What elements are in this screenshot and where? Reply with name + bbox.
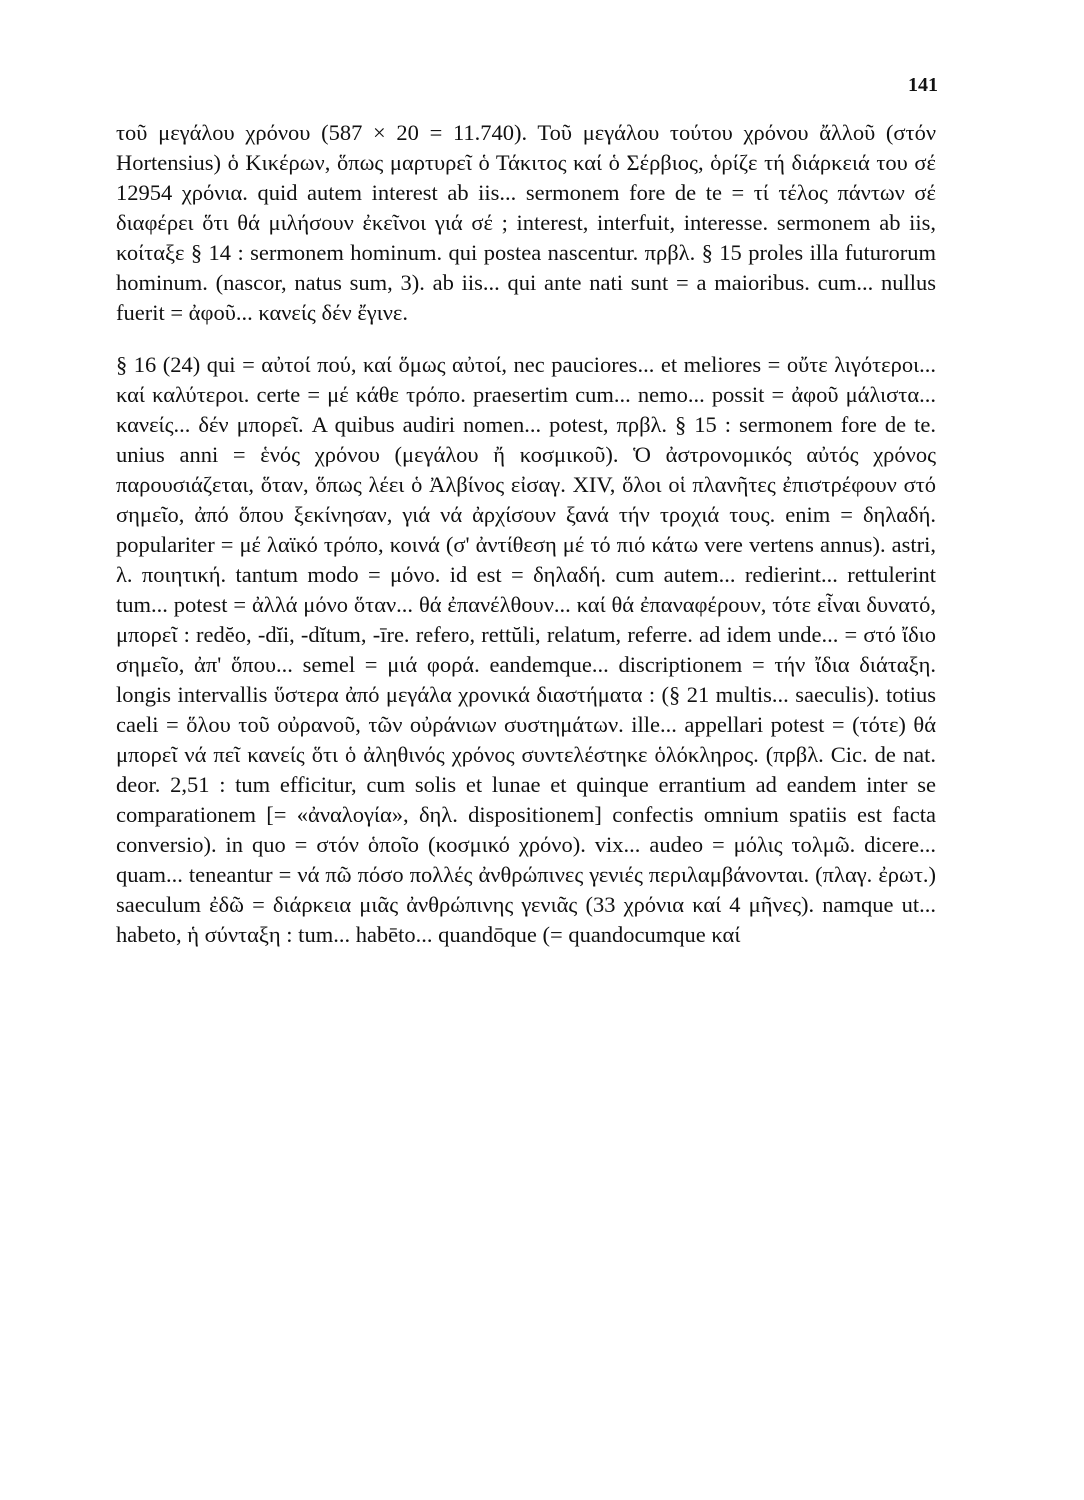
paragraph-2: § 16 (24) qui = αὐτοί πού, καί ὅμως αὐτοί, nec pauciores... et meliores = οὔτε λιγότεροι... καί καλύτεροι. certe = μέ κάθε τρόπο. praesertim cum... nemo... possit = ἀφοῦ μάλιστα... κανείς... δέν μπορεῖ. A quibus audiri nomen... potest, πρβλ. § 15 : sermonem fore de te. unius anni = ἑνός χρόνου (μεγάλου ἤ κοσμικοῦ). Ὁ ἀστρονομικός αὐτός χρόνος παρουσιάζεται, ὅταν, ὅπως λέει ὁ Ἀλβίνος εἰσαγ. XIV, ὅλοι οἱ πλανῆτες ἐπιστρέφουν στό σημεῖο, ἀπό ὅπου ξεκίνησαν, γιά νά ἀρχίσουν ξανά τήν τροχιά τους. enim = δηλαδή. populariter = μέ λαϊκό τρόπο, κοινά (σ' ἀντίθεση μέ τό πιό κάτω vere vertens annus). astri, λ. ποιητική. tantum modo = μόνο. id est = δηλαδή. cum autem... redierint... rettulerint tum... potest = ἀλλά μόνο ὅταν... θά ἐπανέλθουν... καί θά ἐπαναφέρουν, τότε εἶναι δυνατό, μπορεῖ : redĕo, -dĭi, -dĭtum, -īre. refero, rettŭli, relatum, referre. ad idem unde... = στό ἴδιο σημεῖο, ἀπ' ὅπου... semel = μιά φορά. eandemque... discriptionem = τήν ἴδια διάταξη. longis intervallis ὕστερα ἀπό μεγάλα χρονικά διαστήματα : (§ 21 multis... saeculis). totius caeli = ὅλου τοῦ οὐρανοῦ, τῶν οὐράνιων συστημάτων. ille... appellari potest = (τότε) θά μπορεῖ νά πεῖ κανείς ὅτι ὁ ἀληθινός χρόνος συντελέστηκε ὁλόκληρος. (πρβλ. Cic. de nat. deor. 2,51 : tum efficitur, cum solis et lunae et quinque errantium ad eandem inter se comparationem [= «ἀναλογία», δηλ. dispositionem] confectis omnium spatiis est facta conversio). in quo = στόν ὁποῖο (κοσμικό χρόνο). vix... audeo = μόλις τολμῶ. dicere... quam... teneantur = νά πῶ πόσο πολλές ἀνθρώπινες γενιές περιλαμβάνονται. (πλαγ. ἐρωτ.) saeculum ἐδῶ = διάρκεια μιᾶς ἀνθρώπινης γενιᾶς (33 χρόνια καί 4 μῆνες). namque ut... habeto, ἡ σύνταξη : tum... habēto... quandōque (= quandocumque καί	[116, 352, 936, 947]
commentary-text	[116, 118, 936, 972]
paragraph-1: τοῦ μεγάλου χρόνου (587 × 20 = 11.740). Τοῦ μεγάλου τούτου χρόνου ἄλλοῦ (στόν Hortensius) ὁ Κικέρων, ὅπως μαρτυρεῖ ὁ Τάκιτος καί ὁ Σέρβιος, ὁρίζε τή διάρκειά του σέ 12954 χρόνια. quid autem interest ab iis... sermonem fore de te = τί τέλος πάντων σέ διαφέρει ὅτι θά μιλήσουν ἐκεῖνοι γιά σέ ; interest, interfuit, interesse. sermonem ab iis, κοίταξε § 14 : sermonem hominum. qui postea nascentur. πρβλ. § 15 proles illa futurorum hominum. (nascor, natus sum, 3). ab iis... qui ante nati sunt = a maioribus. cum... nullus fuerit = ἀφοῦ... κανείς δέν ἔγινε.	[116, 120, 936, 325]
page-number: 141	[908, 74, 938, 96]
